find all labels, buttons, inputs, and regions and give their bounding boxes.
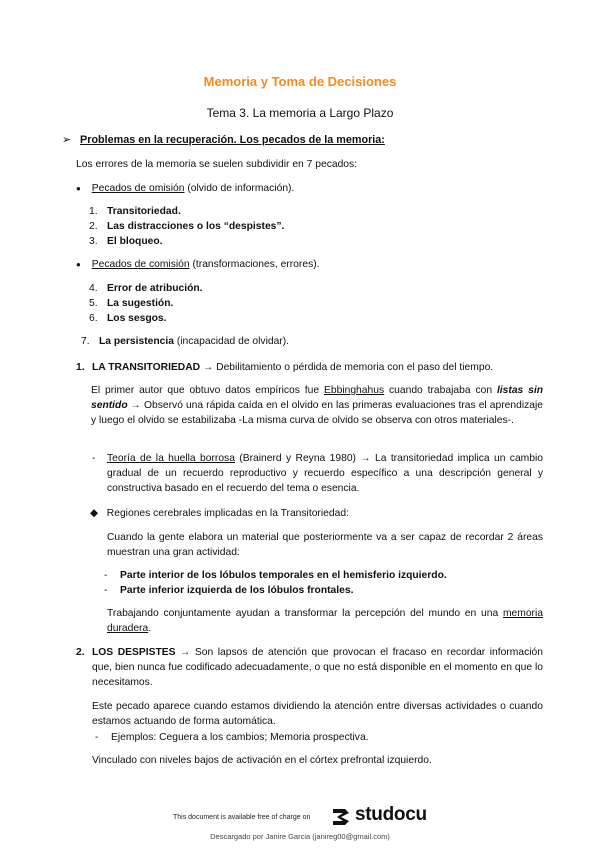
omision-bullet <box>76 181 294 196</box>
memoria-duradera-term: memoria duradera <box>107 608 543 634</box>
omision-list <box>89 204 284 249</box>
document-title: Memoria y Toma de Decisiones <box>203 74 397 89</box>
huella-borrosa-term: Teoría de la huella borrosa <box>107 453 235 464</box>
list-item: 5. La sugestión. <box>89 298 174 309</box>
bullet-dot-icon: ● <box>76 260 81 269</box>
footer-note: This document is available free of charge on <box>173 814 311 821</box>
comision-label: Pecados de comisión <box>91 259 190 270</box>
list-item: - Parte inferior izquierda de los lóbulos frontales. <box>104 585 354 596</box>
studocu-logo-icon <box>330 806 352 828</box>
diamond-bullet-icon: ◆ <box>90 508 98 519</box>
transitoriedad-paragraph: El primer autor que obtuvo datos empíricos fue Ebbinghahus cuando trabajaba con listas sin sentido → Observó una rápida caída en el olvido en las primeras evaluaciones tras el aprendizaje y luego el olvido se estabilizaba -La misma curva de olvido se observa con otros materiales-. <box>91 385 544 426</box>
despistes-heading: LOS DESPISTES → Son lapsos de atención que provocan el fracaso en recordar información que, bien nunca fue codificado adecuadamente, o que no está disponible en el momento en que lo necesitamos. <box>92 647 543 688</box>
joint-paragraph: Trabajando conjuntamente ayudan a transformar la percepción del mundo en una memoria duradera. <box>107 608 543 634</box>
arrow-bullet-icon: ➢ <box>62 134 72 146</box>
section-heading-text: Problemas en la recuperación. Los pecados de la memoria: <box>80 134 385 146</box>
dash-bullet: - <box>92 453 96 464</box>
despistes-example: - Ejemplos: Ceguera a los cambios; Memoria prospectiva. <box>95 732 369 743</box>
footer-download: Descargado por Janire Garcia (janireg00@gmail.com) <box>210 832 390 841</box>
huella-borrosa-paragraph: Teoría de la huella borrosa (Brainerd y Reyna 1980) → La transitoriedad implica un cambio gradual de un recuerdo reproductivo y recuerdo específico a una descripción general y constructiva basado en el recuerdo del tema o esencia. <box>107 453 543 494</box>
regions-list <box>104 568 447 598</box>
ebbinghaus-link: Ebbinghahus <box>324 385 385 396</box>
despistes-paragraph: Este pecado aparece cuando estamos dividiendo la atención entre diversas actividades o cuando estamos actuando de forma automática. <box>92 701 543 727</box>
persistencia-item: 7. La persistencia (incapacidad de olvidar). <box>81 336 290 347</box>
omision-label: Pecados de omisión <box>91 183 185 194</box>
section-heading <box>62 133 385 146</box>
despistes-paragraph-2: Vinculado con niveles bajos de activación en el córtex prefrontal izquierdo. <box>92 755 432 766</box>
list-item: 1. Transitoriedad. <box>89 206 181 217</box>
list-item: 6. Los sesgos. <box>89 313 167 324</box>
omision-desc: (olvido de información). <box>184 183 295 194</box>
list-item: 2. Las distracciones o los “despistes”. <box>89 221 285 232</box>
comision-list <box>89 281 203 326</box>
comision-desc: (transformaciones, errores). <box>189 259 320 270</box>
list-item: 3. El bloqueo. <box>89 236 163 247</box>
comision-bullet <box>76 257 320 272</box>
studocu-brand[interactable]: studocu <box>355 804 427 825</box>
transitoriedad-heading: 1. LA TRANSITORIEDAD → Debilitamiento o pérdida de memoria con el paso del tiempo. <box>76 362 494 373</box>
regions-heading: ◆ Regiones cerebrales implicadas en la Transitoriedad: <box>90 508 349 519</box>
regions-paragraph: Cuando la gente elabora un material que posteriormente va a ser capaz de recordar 2 áreas muestran una gran actividad: <box>107 532 543 558</box>
list-item: - Parte interior de los lóbulos temporales en el hemisferio izquierdo. <box>104 570 447 581</box>
despistes-num: 2. <box>76 647 85 658</box>
bullet-dot-icon: ● <box>76 184 81 193</box>
section-intro: Los errores de la memoria se suelen subdividir en 7 pecados: <box>76 159 358 170</box>
list-item: 4. Error de atribución. <box>89 283 203 294</box>
studocu-logo[interactable] <box>330 806 352 831</box>
document-subtitle: Tema 3. La memoria a Largo Plazo <box>206 106 394 120</box>
